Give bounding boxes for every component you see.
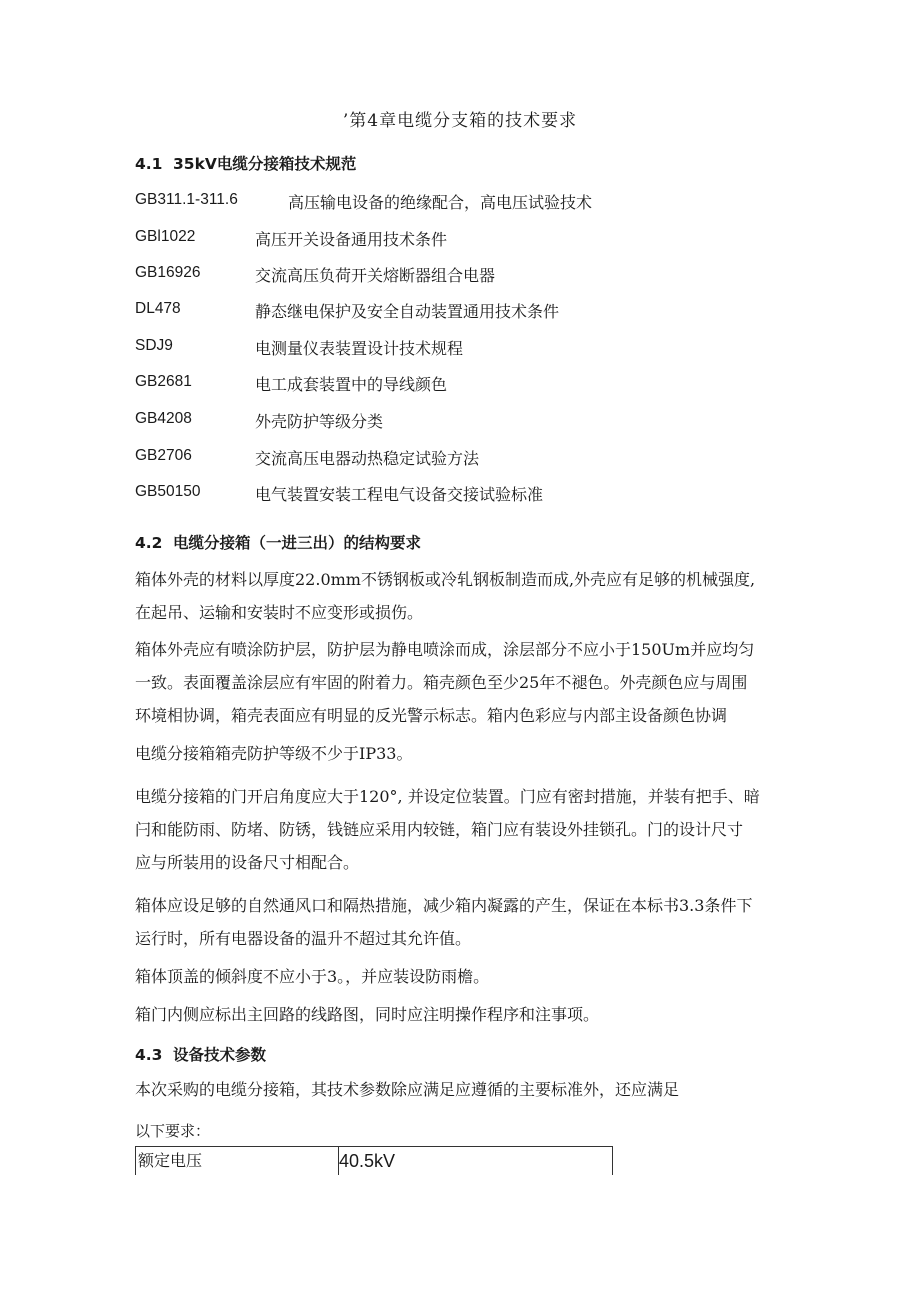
text-line: 闩和能防雨、防堵、防锈，钱链应采用内较链，箱门应有装设外挂锁孔。门的设计尺寸 [135, 820, 744, 839]
text-line: 在起吊、运输和安装时不应变形或损伤。 [135, 603, 424, 622]
section-number: 4.1 [135, 155, 163, 173]
standard-code: DL478 [135, 300, 181, 317]
standard-name: 高压输电设备的绝缘配合，高电压试验技术 [288, 193, 593, 212]
text-line: 箱体应设足够的自然通风口和隔热措施，减少箱内凝露的产生，保证在本标书3.3条件下 [135, 896, 753, 915]
paragraph: 本次采购的电缆分接箱，其技术参数除应满足应遵循的主要标准外，还应满足 [135, 1080, 680, 1099]
table-value-cell: 40.5kV [339, 1151, 396, 1171]
paragraph [135, 780, 760, 879]
standard-code: SDJ9 [135, 337, 173, 354]
standard-name: 外壳防护等级分类 [255, 412, 384, 431]
text-line: 箱体外壳应有喷涂防护层，防护层为静电喷涂而成，涂层部分不应小于150Um并应均匀 [135, 640, 755, 659]
chapter-title: ’第4章电缆分支箱的技术要求 [342, 111, 578, 131]
text-line: 运行时，所有电器设备的温升不超过其允许值。 [135, 929, 472, 948]
table-label-cell: 额定电压 [136, 1147, 339, 1175]
text-line: 箱体外壳的材料以厚度22.0mm不锈钢板或冷轧钢板制造而成,外壳应有足够的机械强度, [135, 570, 756, 589]
standard-name: 交流高压电器动热稳定试验方法 [255, 449, 480, 468]
section-title: 电缆分接箱（一进三出）的结构要求 [173, 534, 422, 552]
standard-code: GB2681 [135, 373, 192, 390]
standard-code: GB2706 [135, 447, 192, 464]
parameter-table [135, 1146, 613, 1175]
text-line: 一致。表面覆盖涂层应有牢固的附着力。箱壳颜色至少25年不褪色。外壳颜色应与周围 [135, 673, 748, 692]
standard-code: GB50150 [135, 483, 201, 500]
paragraph: 箱体顶盖的倾斜度不应小于3。，并应装设防雨檐。 [135, 967, 490, 986]
section-number: 4.2 [135, 534, 163, 552]
standard-code: GB311.1-311.6 [135, 191, 238, 208]
paragraph: 电缆分接箱箱壳防护等级不少于IP33。 [135, 744, 413, 763]
text-line: 应与所装用的设备尺寸相配合。 [135, 853, 360, 872]
standard-name: 交流高压负荷开关熔断器组合电器 [255, 266, 496, 285]
standard-code: GB4208 [135, 410, 192, 427]
standard-name: 静态继电保护及安全自动装置通用技术条件 [255, 302, 560, 321]
section-4-1-heading [135, 152, 356, 174]
section-4-2-heading [135, 531, 421, 553]
text-line: 环境相协调，箱壳表面应有明显的反光警示标志。箱内色彩应与内部主设备颜色协调 [135, 706, 728, 725]
standard-name: 电测量仪表装置设计技术规程 [255, 339, 464, 358]
section-title: 35kV电缆分接箱技术规范 [173, 155, 357, 173]
standard-name: 电工成套装置中的导线颜色 [255, 375, 448, 394]
paragraph: 以下要求： [135, 1122, 211, 1140]
standard-name: 电气装置安装工程电气设备交接试验标准 [255, 485, 544, 504]
standard-code: GB16926 [135, 264, 201, 281]
text-line: 电缆分接箱的门开启角度应大于120°, 并设定位装置。门应有密封措施，并装有把手、暗 [135, 787, 760, 806]
section-number: 4.3 [135, 1046, 163, 1064]
standard-name: 高压开关设备通用技术条件 [255, 230, 448, 249]
section-4-3-heading [135, 1043, 266, 1065]
section-title: 设备技术参数 [173, 1046, 267, 1064]
paragraph [135, 633, 754, 732]
paragraph [135, 563, 755, 629]
paragraph [135, 889, 752, 955]
paragraph: 箱门内侧应标出主回路的线路图，同时应注明操作程序和注事项。 [135, 1005, 600, 1024]
standard-code: GBl1022 [135, 228, 196, 245]
